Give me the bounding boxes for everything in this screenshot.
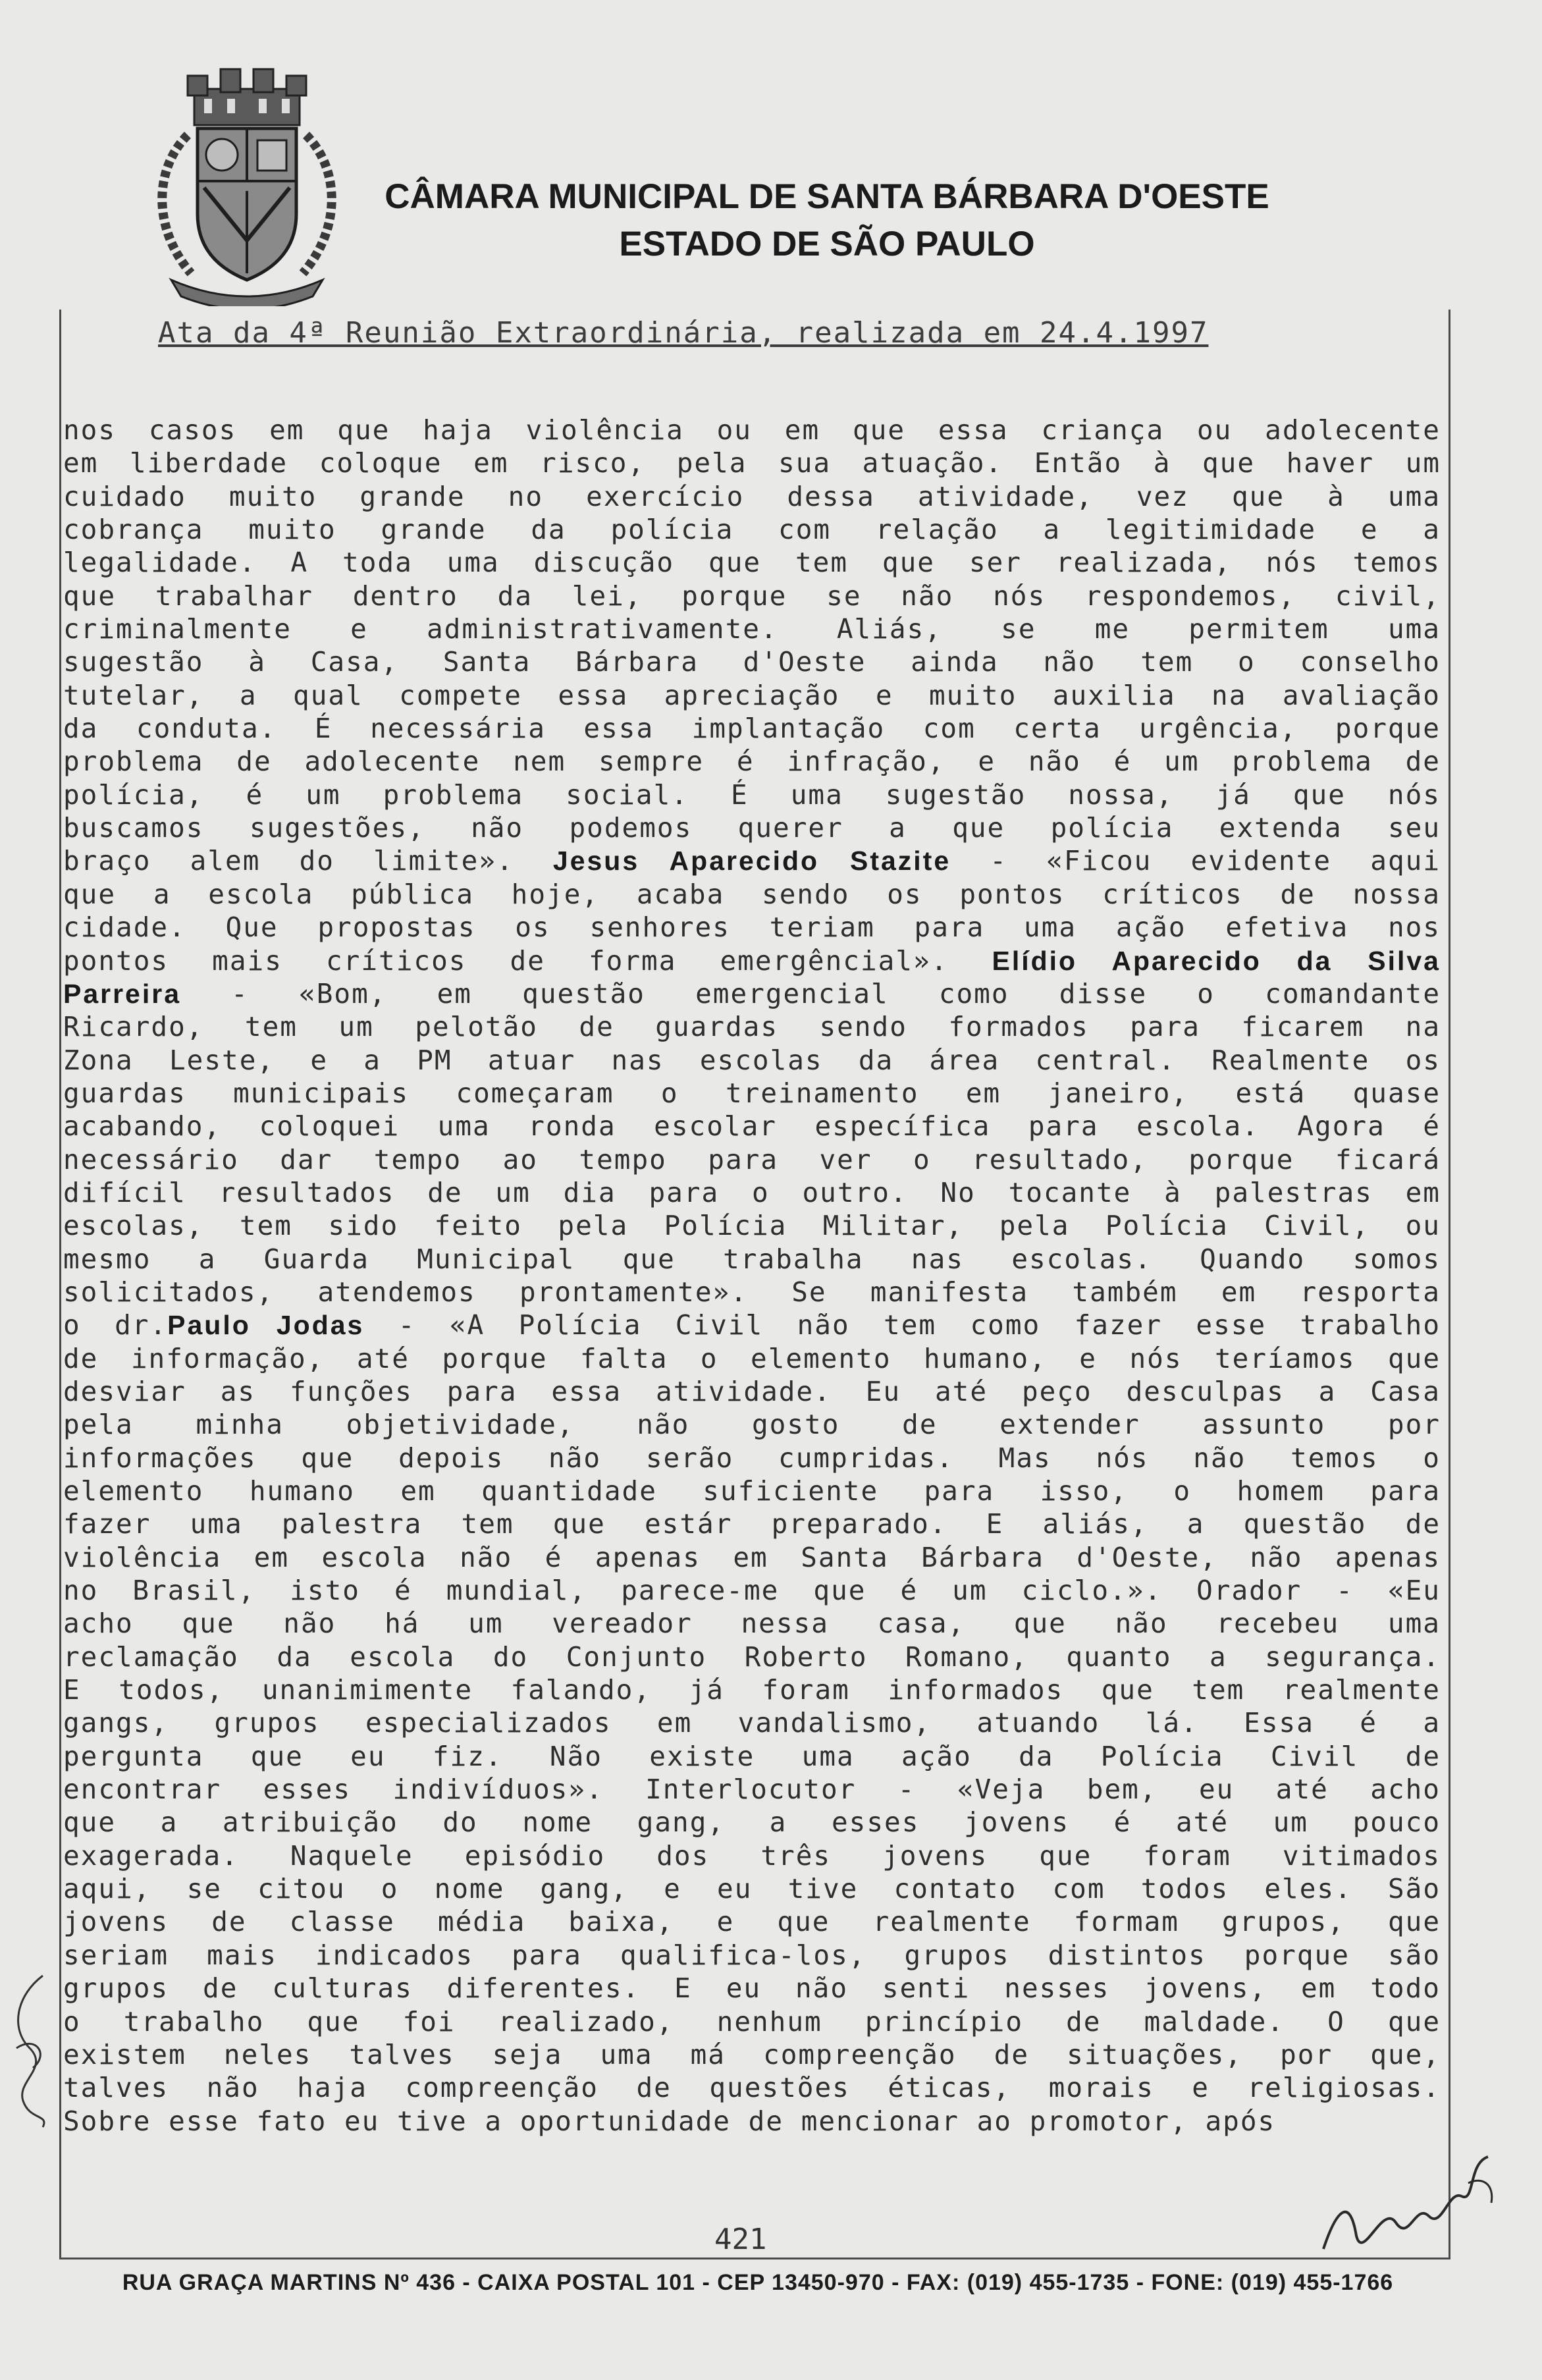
line-text: mesmo a Guarda Municipal que trabalha nas escolas. Quando somos bbox=[63, 1243, 1441, 1275]
institution-title: CÂMARA MUNICIPAL DE SANTA BÁRBARA D'OESTE bbox=[385, 177, 1269, 216]
line-text: polícia, é um problema social. É uma sugestão nossa, já que nós bbox=[63, 778, 1441, 811]
text-line bbox=[63, 1507, 1441, 1540]
line-text: guardas municipais começaram o treinamento em janeiro, está quase bbox=[63, 1077, 1441, 1109]
text-line bbox=[63, 1342, 1441, 1375]
text-line bbox=[63, 1740, 1441, 1773]
speaker-name: Jesus Aparecido Stazite bbox=[552, 846, 951, 877]
line-text: braço alem do limite». bbox=[63, 845, 553, 877]
text-line bbox=[63, 1243, 1441, 1276]
line-text: problema de adolecente nem sempre é infração, e não é um problema de bbox=[63, 745, 1441, 778]
line-text: no Brasil, isto é mundial, parece-me que é um ciclo.». Orador - «Eu bbox=[63, 1575, 1441, 1607]
line-text: que a atribuição do nome gang, a esses jovens é até um pouco bbox=[63, 1806, 1441, 1839]
line-text: legalidade. A toda uma discução que tem que ser realizada, nós temos bbox=[63, 547, 1441, 579]
text-line bbox=[63, 1375, 1441, 1408]
text-line bbox=[63, 1972, 1441, 2005]
line-text: que a escola pública hoje, acaba sendo os pontos críticos de nossa bbox=[63, 878, 1441, 910]
line-text: buscamos sugestões, não podemos querer a que polícia extenda seu bbox=[63, 812, 1441, 844]
line-text: necessário dar tempo ao tempo para ver o resultado, porque ficará bbox=[63, 1143, 1441, 1176]
line-text: Zona Leste, e a PM atuar nas escolas da área central. Realmente os bbox=[63, 1044, 1441, 1076]
line-text: tutelar, a qual compete essa apreciação e muito auxilia na avaliação bbox=[63, 679, 1441, 711]
line-text: violência em escola não é apenas em Santa Bárbara d'Oeste, não apenas bbox=[63, 1541, 1441, 1573]
text-line bbox=[63, 1010, 1441, 1043]
text-line bbox=[63, 1110, 1441, 1143]
line-text: criminalmente e administrativamente. Aliás, se me permitem uma bbox=[63, 613, 1441, 645]
line-text: que trabalhar dentro da lei, porque se não nós respondemos, civil, bbox=[63, 580, 1441, 612]
text-line bbox=[63, 1176, 1441, 1209]
line-text: escolas, tem sido feito pela Polícia Militar, pela Polícia Civil, ou bbox=[63, 1210, 1441, 1242]
footer-address: RUA GRAÇA MARTINS Nº 436 - CAIXA POSTAL 101 - CEP 13450-970 - FAX: (019) 455-1735 - FONE: (019) 455-1766 bbox=[122, 2270, 1394, 2295]
text-line bbox=[63, 1408, 1441, 1441]
line-text: - «Ficou evidente aqui bbox=[951, 845, 1441, 877]
text-line bbox=[63, 1640, 1441, 1673]
left-margin-rule bbox=[59, 310, 61, 2259]
text-line bbox=[63, 844, 1441, 877]
line-text: pergunta que eu fiz. Não existe uma ação da Polícia Civil de bbox=[63, 1740, 1441, 1772]
text-line bbox=[63, 712, 1441, 745]
text-line bbox=[63, 446, 1441, 479]
text-line bbox=[63, 1077, 1441, 1110]
line-text: difícil resultados de um dia para o outro. No tocante à palestras em bbox=[63, 1176, 1441, 1208]
line-text: existem neles talves seja uma má compreenção de situações, por que, bbox=[63, 2038, 1441, 2070]
line-text: Ricardo, tem um pelotão de guardas sendo formados para ficarem na bbox=[63, 1011, 1441, 1043]
line-text: reclamação da escola do Conjunto Roberto Romano, quanto a segurança. bbox=[63, 1640, 1441, 1673]
text-line bbox=[63, 1905, 1441, 1938]
text-line bbox=[63, 745, 1441, 778]
text-line bbox=[63, 878, 1441, 911]
text-line bbox=[63, 1939, 1441, 1972]
line-text: seriam mais indicados para qualifica-los, grupos distintos porque são bbox=[63, 1939, 1441, 1971]
line-text: desviar as funções para essa atividade. Eu até peço desculpas a Casa bbox=[63, 1375, 1441, 1407]
line-text: em liberdade coloque em risco, pela sua atuação. Então à que haver um bbox=[63, 447, 1441, 479]
text-line bbox=[63, 414, 1441, 446]
line-text: elemento humano em quantidade suficiente para isso, o homem para bbox=[63, 1475, 1441, 1507]
line-text: pontos mais críticos de forma emergêncial». bbox=[63, 944, 992, 977]
speaker-name: Paulo Jodas bbox=[167, 1310, 365, 1341]
line-text: pela minha objetividade, não gosto de extender assunto por bbox=[63, 1409, 1441, 1441]
text-line bbox=[63, 546, 1441, 579]
text-line bbox=[63, 1474, 1441, 1507]
left-margin-signature bbox=[3, 1969, 63, 2134]
line-text: acabando, coloquei uma ronda escolar específica para escola. Agora é bbox=[63, 1110, 1441, 1143]
line-text: da conduta. É necessária essa implantação com certa urgência, porque bbox=[63, 713, 1441, 745]
state-subtitle: ESTADO DE SÃO PAULO bbox=[619, 225, 1035, 263]
text-line bbox=[63, 944, 1441, 977]
line-text: solicitados, atendemos prontamente». Se manifesta também em resporta bbox=[63, 1276, 1441, 1308]
minutes-title: Ata da 4ª Reunião Extraordinária, realizada em 24.4.1997 bbox=[158, 316, 1209, 350]
text-line bbox=[63, 1143, 1441, 1176]
text-line bbox=[63, 1839, 1441, 1872]
line-text: jovens de classe média baixa, e que realmente formam grupos, que bbox=[63, 1906, 1441, 1938]
line-text: cidade. Que propostas os senhores teriam para uma ação efetiva nos bbox=[63, 911, 1441, 944]
speaker-name: Parreira bbox=[63, 978, 182, 1009]
text-line bbox=[63, 480, 1441, 513]
text-line bbox=[63, 1209, 1441, 1242]
line-text: E todos, unanimimente falando, já foram informados que tem realmente bbox=[63, 1674, 1441, 1706]
text-line bbox=[63, 2071, 1441, 2104]
text-line bbox=[63, 1773, 1441, 1806]
line-text: de informação, até porque falta o elemento humano, e nós teríamos que bbox=[63, 1342, 1441, 1374]
page-number: 421 bbox=[714, 2223, 767, 2256]
bottom-rule bbox=[59, 2258, 1450, 2259]
line-text: Sobre esse fato eu tive a oportunidade de mencionar ao promotor, após bbox=[63, 2105, 1276, 2137]
line-text: encontrar esses indivíduos». Interlocutor - «Veja bem, eu até acho bbox=[63, 1773, 1441, 1806]
text-line bbox=[63, 1309, 1441, 1341]
text-line bbox=[63, 1442, 1441, 1474]
text-line bbox=[63, 679, 1441, 712]
line-text: aqui, se citou o nome gang, e eu tive contato com todos eles. São bbox=[63, 1873, 1441, 1905]
line-text: exagerada. Naquele episódio dos três jovens que foram vitimados bbox=[63, 1839, 1441, 1872]
rubric-signature bbox=[1310, 2144, 1508, 2262]
text-line bbox=[63, 778, 1441, 811]
text-line bbox=[63, 612, 1441, 645]
text-line bbox=[63, 1673, 1441, 1706]
text-line bbox=[63, 1706, 1441, 1739]
right-margin-rule bbox=[1449, 310, 1450, 2259]
minutes-body bbox=[63, 414, 1441, 2138]
text-line bbox=[63, 1806, 1441, 1839]
line-text: cobrança muito grande da polícia com relação a legitimidade e a bbox=[63, 514, 1441, 546]
line-text: - «Bom, em questão emergencial como disse o comandante bbox=[181, 977, 1441, 1010]
text-line bbox=[63, 1044, 1441, 1077]
line-text: cuidado muito grande no exercício dessa atividade, vez que à uma bbox=[63, 480, 1441, 512]
line-text: fazer uma palestra tem que estár preparado. E aliás, a questão de bbox=[63, 1508, 1441, 1540]
line-text: - «A Polícia Civil não tem como fazer esse trabalho bbox=[364, 1309, 1441, 1341]
line-text: sugestão à Casa, Santa Bárbara d'Oeste ainda não tem o conselho bbox=[63, 646, 1441, 678]
line-text: informações que depois não serão cumpridas. Mas nós não temos o bbox=[63, 1442, 1441, 1474]
text-line bbox=[63, 977, 1441, 1010]
line-text: o dr. bbox=[63, 1309, 168, 1341]
text-line bbox=[63, 1607, 1441, 1640]
text-line bbox=[63, 580, 1441, 612]
text-line bbox=[63, 2105, 1441, 2138]
speaker-name: Elídio Aparecido da Silva bbox=[992, 945, 1441, 976]
line-text: gangs, grupos especializados em vandalismo, atuando lá. Essa é a bbox=[63, 1707, 1441, 1739]
text-line bbox=[63, 1574, 1441, 1607]
line-text: grupos de culturas diferentes. E eu não senti nesses jovens, em todo bbox=[63, 1972, 1441, 2005]
line-text: talves não haja compreenção de questões éticas, morais e religiosas. bbox=[63, 2072, 1441, 2104]
text-line bbox=[63, 1872, 1441, 1905]
text-line bbox=[63, 1276, 1441, 1309]
text-line bbox=[63, 2038, 1441, 2071]
text-line bbox=[63, 2005, 1441, 2038]
line-text: acho que não há um vereador nessa casa, que não recebeu uma bbox=[63, 1608, 1441, 1640]
text-line bbox=[63, 513, 1441, 546]
text-line bbox=[63, 1541, 1441, 1574]
line-text: o trabalho que foi realizado, nenhum princípio de maldade. O que bbox=[63, 2005, 1441, 2038]
line-text: nos casos em que haja violência ou em que essa criança ou adolecente bbox=[63, 414, 1441, 446]
text-line bbox=[63, 911, 1441, 944]
text-line bbox=[63, 645, 1441, 678]
text-line bbox=[63, 811, 1441, 844]
